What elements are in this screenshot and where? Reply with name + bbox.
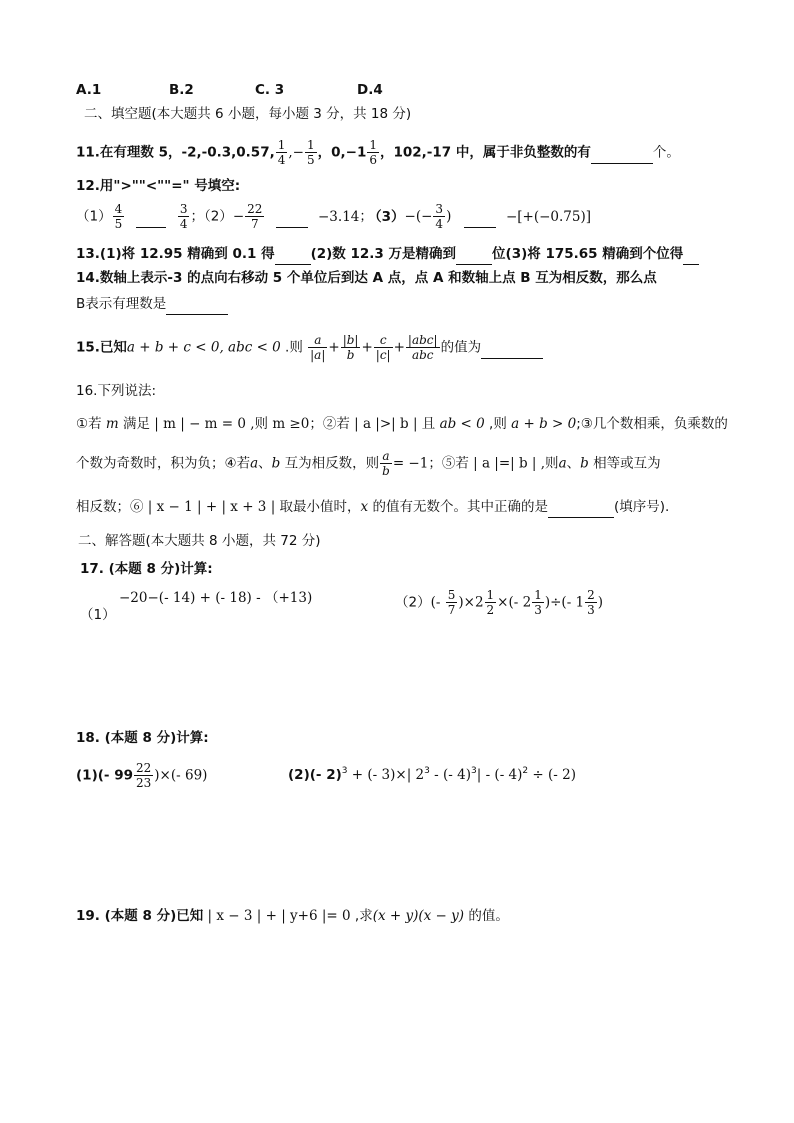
q14-answer-blank — [166, 294, 228, 315]
q11-mid: ，0,−1 — [317, 144, 367, 161]
q12-blank-1 — [136, 207, 166, 228]
q12-blank-2 — [276, 207, 308, 228]
question-12-title: 12.用">""<""=" 号填空: — [76, 178, 241, 194]
q18-part1: (1)(- 99 $\frac{22}{23}$ )×(- 69) — [76, 761, 208, 790]
q12-part3-label: （3） — [374, 208, 405, 225]
q17-frac-1-2: $\frac{1}{2}$ — [486, 588, 495, 617]
question-16-line-2: 个数为奇数时，积为负；④若a、b 互为相反数，则 $\frac{a}{b}$ = −1；⑤若 | a |=| b | ,则a、b 相等或互为 — [76, 449, 661, 478]
q18-frac-22-23: $\frac{22}{23}$ — [136, 761, 152, 790]
q13-blank-3 — [683, 244, 699, 265]
question-14-line-1: 14.数轴上表示-3 的点向右移动 5 个单位后到达 A 点，点 A 和数轴上点 B 互为相反数，那么点 — [76, 270, 657, 286]
option-a: A.1 — [76, 82, 102, 98]
question-12-parts: （1） $\frac{4}{5}$ $\frac{3}{4}$ ；（2）− $\frac{22}{7}$ −3.14； （3）−(− $\frac{3}{4}$ ) −[+(−0.75)] — [76, 202, 591, 231]
question-15: 15.已知a + b + c < 0, abc < 0 .则 $\frac{a}{|a|}$ + $\frac{|b|}{b}$ + $\frac{c}{|c|}$ + $\frac{\text{|abc|}}{\text{abc}}$ 的值为 — [76, 333, 543, 362]
q17-frac-2-3: $\frac{2}{3}$ — [587, 588, 595, 617]
q11-fraction-2: $\frac{1}{5}$ — [306, 138, 315, 167]
q12-part1-label: （1） — [76, 208, 112, 225]
q15-condition: a + b + c < 0, abc < 0 — [126, 339, 281, 356]
q16-answer-blank — [548, 497, 614, 518]
q11-sep: ,− — [288, 144, 304, 161]
question-14-line-2: B表示有理数是 — [76, 294, 228, 315]
q11-suffix: ，102,-17 中，属于非负整数的有 — [379, 144, 591, 161]
q16-frac-a-b: $\frac{a}{b}$ — [382, 449, 390, 478]
q11-fraction-1: $\frac{1}{4}$ — [277, 138, 286, 167]
q12-part2-right: −3.14 — [318, 208, 360, 225]
question-19: 19. (本题 8 分)已知 | x − 3 | + | y+6 |= 0 ,求(x + y)(x − y) 的值。 — [76, 908, 509, 924]
q11-prefix: 11.在有理数 5，-2,-0.3,0.57, — [76, 144, 275, 161]
q18-part2: (2)(- 2)$^3$ + (- 3)×| $2^3$ - (- 4)$^3$| - (- 4)$^2$ ÷ (- 2) — [288, 766, 577, 783]
q12-frac-22-7: $\frac{22}{7}$ — [247, 202, 263, 231]
section-fill-blank-heading: 二、填空题(本大题共 6 小题，每小题 3 分，共 18 分) — [84, 106, 412, 122]
q15-answer-blank — [481, 338, 543, 359]
q11-fraction-3: $\frac{1}{6}$ — [369, 138, 377, 167]
section-solve-heading: 二、解答题(本大题共 8 小题，共 72 分) — [78, 533, 321, 549]
q17-frac-5-7: $\frac{5}{7}$ — [447, 588, 456, 617]
question-11 — [76, 138, 680, 167]
q15-term-4: $\frac{\text{|abc|}}{\text{abc}}$ — [407, 333, 438, 362]
q11-answer-blank — [591, 143, 653, 164]
q17-part2: （2）(- $\frac{5}{7}$ )×2 $\frac{1}{2}$ ×(- 2 $\frac{1}{3}$ )÷(- 1 $\frac{2}{3}$ ) — [395, 588, 604, 617]
question-13: 13.(1)将 12.95 精确到 0.1 得 (2)数 12.3 万是精确到 位(3)将 175.65 精确到个位得 — [76, 244, 699, 265]
q13-blank-1 — [275, 244, 311, 265]
q12-frac-3-4: $\frac{3}{4}$ — [179, 202, 188, 231]
q12-part2-label: （2） — [203, 208, 233, 225]
option-b: B.2 — [169, 82, 194, 98]
question-16-line-3: 相反数；⑥ | x − 1 | + | x + 3 | 取最小值时，x 的值有无数个。其中正确的是 (填序号). — [76, 497, 669, 518]
q17-part1-label: （1） — [80, 607, 116, 623]
question-16-line-1: ①若 m 满足 | m | − m = 0 ,则 m ≥0；②若 | a |>| b | 且 ab < 0 ,则 a + b > 0;③几个数相乘，负乘数的 — [76, 416, 728, 432]
q15-term-2: $\frac{|b|}{b}$ — [342, 333, 359, 362]
q12-part3-right: −[+(−0.75)] — [505, 208, 591, 225]
q15-term-1: $\frac{a}{|a|}$ — [310, 333, 326, 362]
q13-blank-2 — [456, 244, 492, 265]
q12-frac-3-4b: $\frac{3}{4}$ — [435, 202, 444, 231]
question-18-title: 18. (本题 8 分)计算: — [76, 730, 209, 746]
q12-frac-4-5: $\frac{4}{5}$ — [114, 202, 123, 231]
q12-blank-3 — [464, 207, 496, 228]
question-16-title: 16.下列说法: — [76, 383, 157, 399]
option-c: C. 3 — [255, 82, 285, 98]
q15-term-3: $\frac{c}{|c|}$ — [375, 333, 391, 362]
question-17-title: 17. (本题 8 分)计算: — [80, 561, 213, 577]
q11-end: 个。 — [652, 144, 680, 161]
q17-part1-expr: −20−(- 14) + (- 18) - （+13) — [119, 590, 313, 606]
q17-frac-1-3: $\frac{1}{3}$ — [534, 588, 542, 617]
option-d: D.4 — [357, 82, 383, 98]
